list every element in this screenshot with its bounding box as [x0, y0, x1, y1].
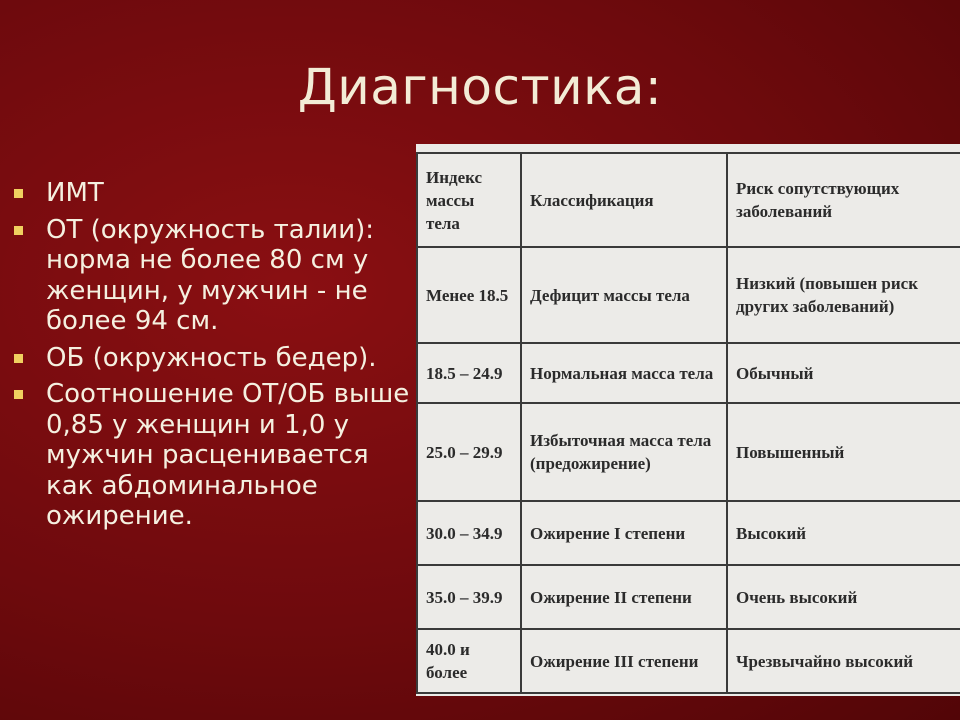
cell-classification: Ожирение I степени — [521, 501, 727, 565]
cell-classification: Избыточная масса тела (предожирение) — [521, 403, 727, 501]
cell-bmi: 40.0 и более — [417, 629, 521, 693]
table-row — [417, 565, 960, 629]
bullet-text: ОТ (окружность талии): норма не более 80 см у женщин, у мужчин - не более 94 см. — [46, 214, 375, 336]
cell-risk: Повышенный — [727, 403, 960, 501]
cell-bmi: 18.5 – 24.9 — [417, 343, 521, 403]
cell-risk: Низкий (повышен риск других заболеваний) — [727, 247, 960, 343]
bmi-classification-table — [416, 152, 960, 694]
bullet-item — [12, 343, 412, 374]
table-row — [417, 247, 960, 343]
bullet-list — [12, 178, 412, 538]
cell-classification: Ожирение III степени — [521, 629, 727, 693]
bullet-text: ИМТ — [46, 178, 104, 208]
cell-bmi: 35.0 – 39.9 — [417, 565, 521, 629]
table-row — [417, 501, 960, 565]
cell-bmi: Менее 18.5 — [417, 247, 521, 343]
cell-risk: Обычный — [727, 343, 960, 403]
cell-risk: Высокий — [727, 501, 960, 565]
header-bmi: Индекс массы тела — [417, 153, 521, 247]
bullet-item — [12, 178, 412, 209]
bullet-text: ОБ (окружность бедер). — [46, 342, 377, 373]
cell-classification: Дефицит массы тела — [521, 247, 727, 343]
bullet-text: Соотношение ОТ/ОБ выше 0,85 у женщин и 1,0 у мужчин расценивается как абдоминальное ожирение. — [46, 379, 410, 531]
cell-classification: Ожирение II степени — [521, 565, 727, 629]
square-bullet-icon — [14, 354, 23, 363]
cell-bmi: 25.0 – 29.9 — [417, 403, 521, 501]
table-row — [417, 343, 960, 403]
bullet-item — [12, 379, 412, 532]
cell-risk: Чрезвычайно высокий — [727, 629, 960, 693]
cell-classification: Нормальная масса тела — [521, 343, 727, 403]
header-classification: Классификация — [521, 153, 727, 247]
cell-bmi: 30.0 – 34.9 — [417, 501, 521, 565]
square-bullet-icon — [14, 189, 23, 198]
table-row — [417, 403, 960, 501]
bmi-table-image — [416, 144, 960, 696]
cell-risk: Очень высокий — [727, 565, 960, 629]
header-risk: Риск сопутствующих заболеваний — [727, 153, 960, 247]
table-row — [417, 629, 960, 693]
square-bullet-icon — [14, 226, 23, 235]
slide-title: Диагностика: — [297, 58, 663, 116]
square-bullet-icon — [14, 390, 23, 399]
table-header-row — [417, 153, 960, 247]
bullet-item — [12, 215, 412, 337]
